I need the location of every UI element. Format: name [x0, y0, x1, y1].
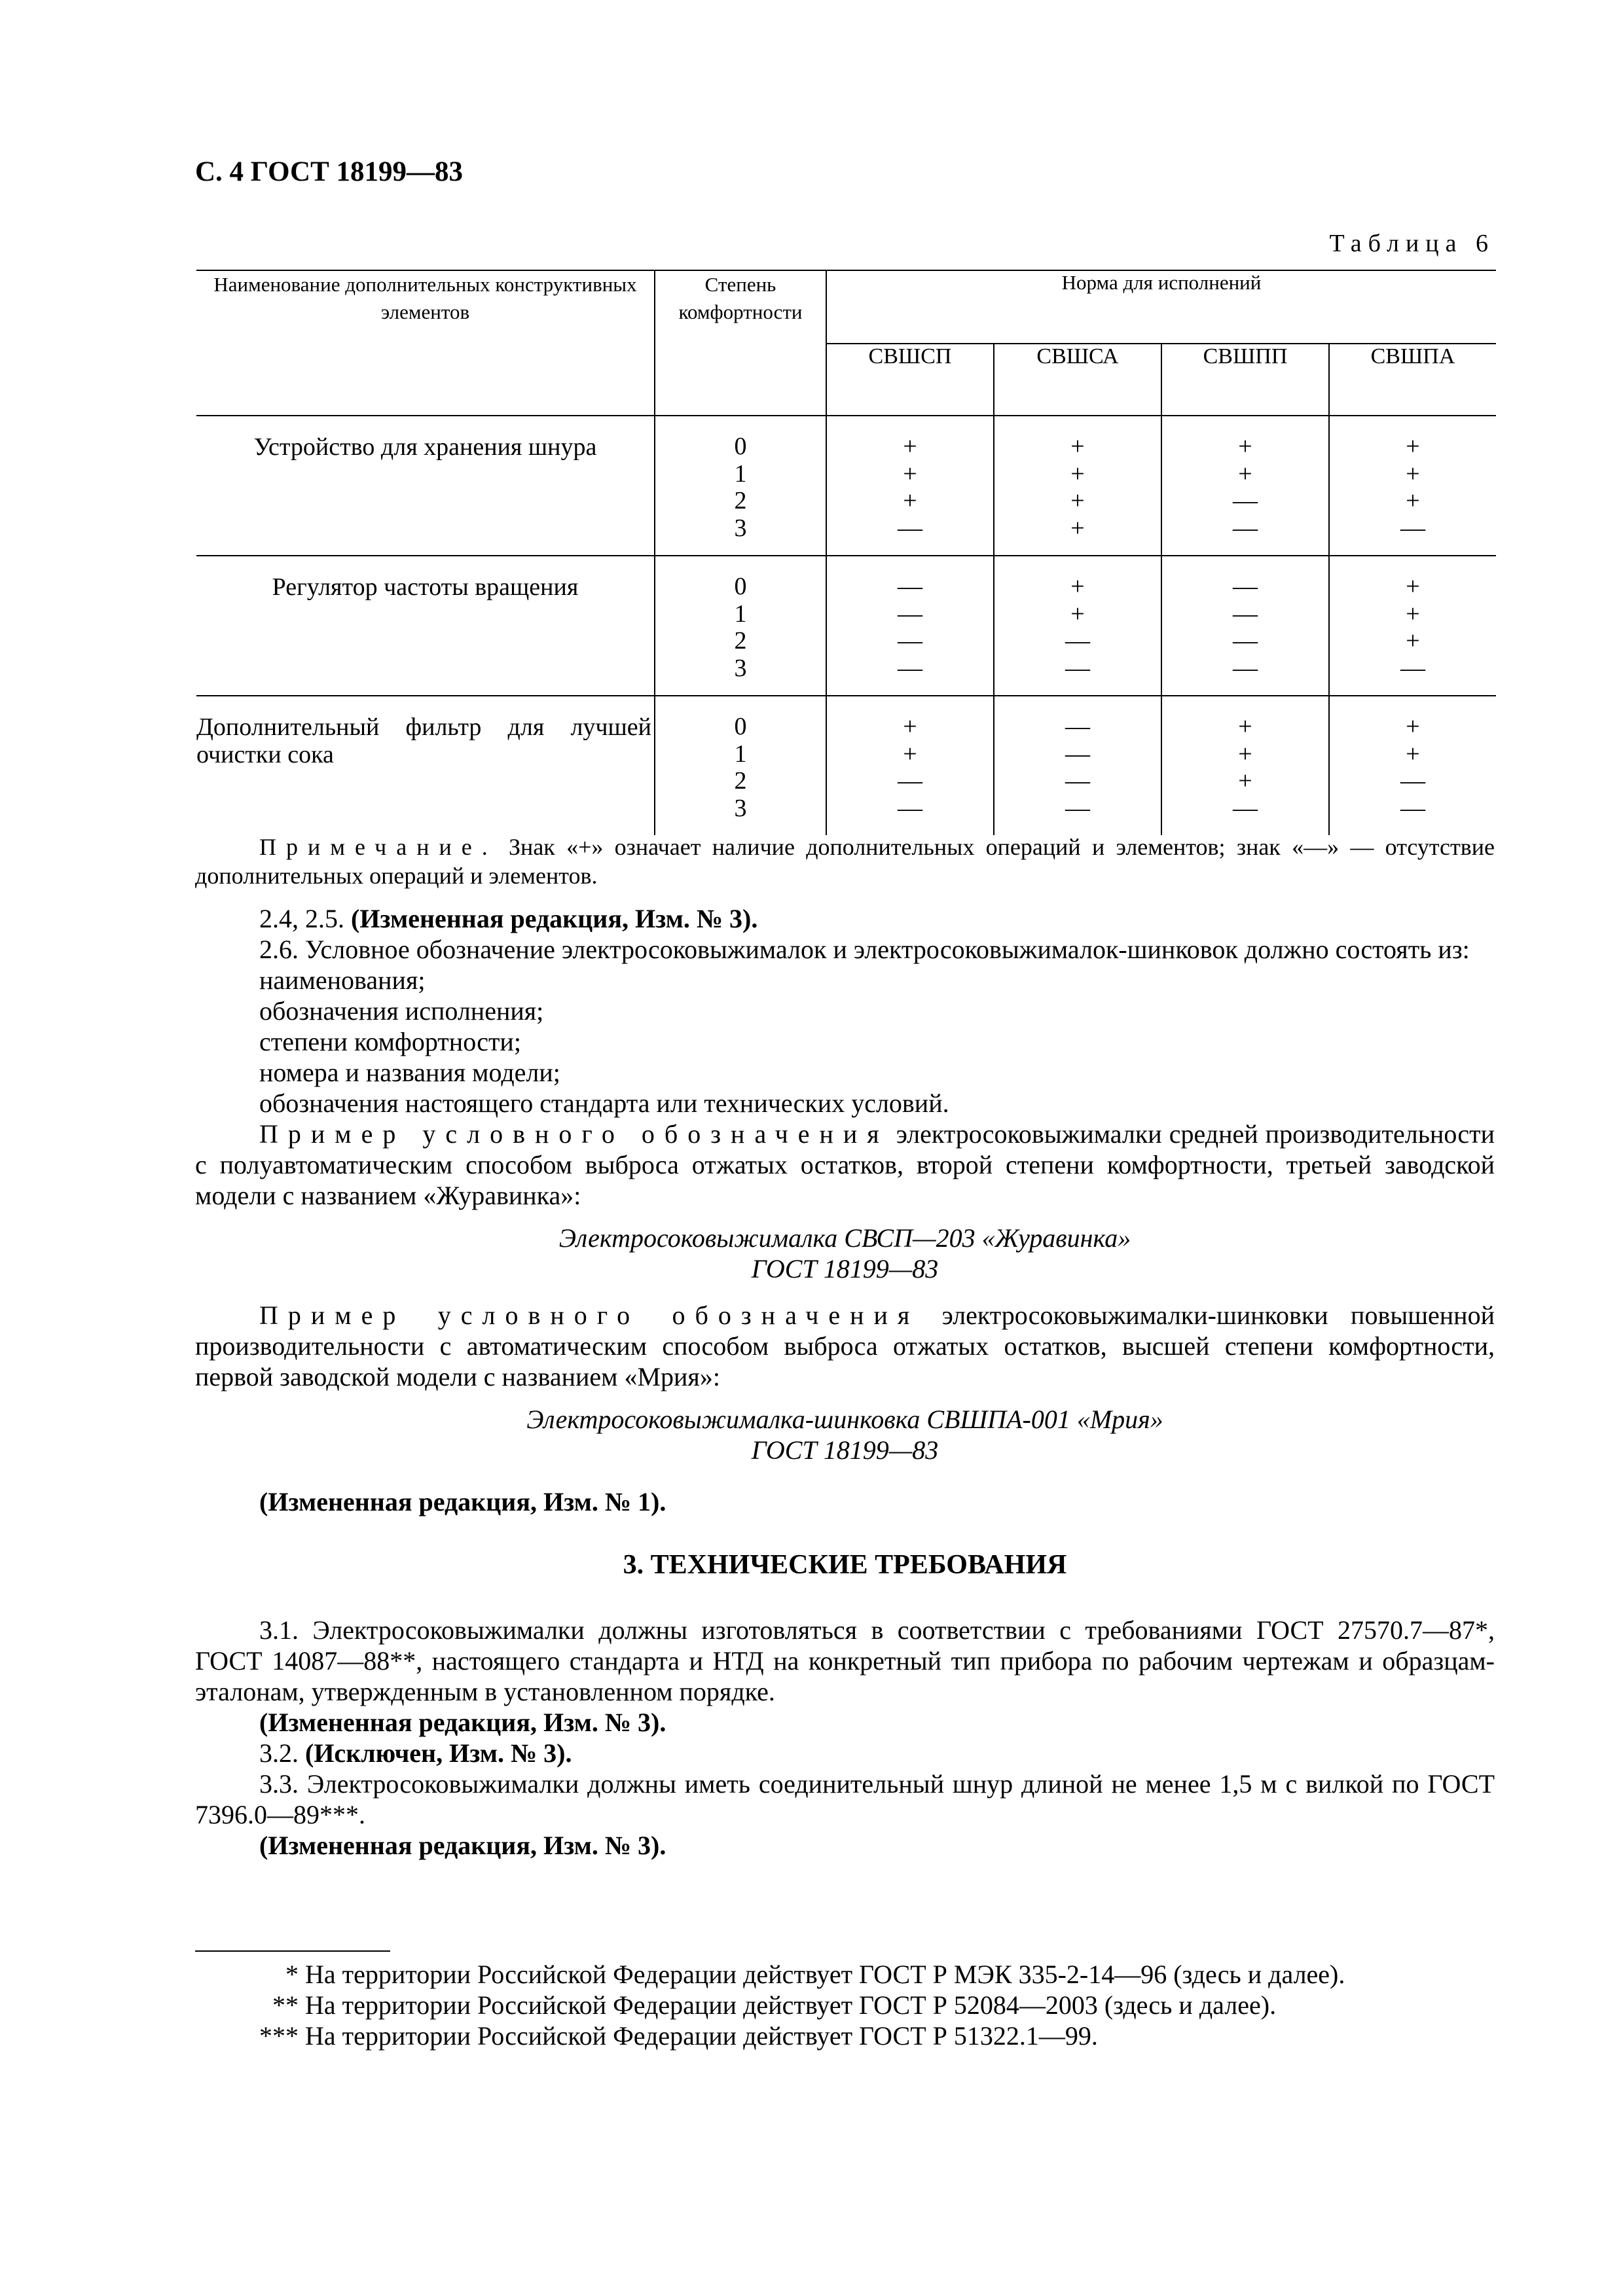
example-1-designation: Электросоковыжималка СВСП—203 «Журавинка»: [558, 1223, 1131, 1253]
table-row: [196, 416, 1496, 556]
value-cell: — — — —: [994, 696, 1161, 835]
value-cell: + + — —: [826, 696, 994, 835]
header-variant: СВШСП: [826, 344, 994, 416]
value-cell: + + + —: [1329, 556, 1496, 696]
header-variant: СВШПП: [1161, 344, 1329, 416]
value-cell: + + + —: [1161, 696, 1329, 835]
header-norm-col: Норма для исполнений: [826, 270, 1496, 344]
value-cell: + + — —: [994, 556, 1161, 696]
list-item: наименования;: [259, 965, 426, 995]
amendment-note: (Измененная редакция, Изм. № 1).: [259, 1487, 666, 1516]
paragraph-2-6: 2.6. Условное обозначение электросоковыжималок и электросоковыжималок-шинковок должно состоять из:: [259, 935, 1470, 964]
example-2-standard: ГОСТ 18199—83: [751, 1435, 939, 1465]
value-cell: — — — —: [1161, 556, 1329, 696]
table-6: [196, 270, 1496, 835]
header-variant: СВШПА: [1329, 344, 1496, 416]
table-caption: Таблица 6: [1329, 230, 1495, 257]
paragraph-2-4-2-5: 2.4, 2.5. (Измененная редакция, Изм. № 3).: [259, 904, 758, 933]
row-name: Регулятор частоты вращения: [196, 556, 655, 696]
degree-cell: 0 1 2 3: [655, 416, 826, 556]
row-name: Дополнительный фильтр для лучшей очистки сока: [196, 713, 651, 768]
value-cell: + + + —: [826, 416, 994, 556]
paragraph-3-2: 3.2. (Исключен, Изм. № 3).: [259, 1738, 572, 1768]
example-1: Пример условного обозначения электросоковыжималки средней производительности с полуавтоматическим способом выброса отжатых остатков, второй степени комфортности, третьей заводской модели с названием «Журавинка»:: [195, 1119, 1495, 1210]
header-variant: СВШСА: [994, 344, 1161, 416]
example-1-standard: ГОСТ 18199—83: [751, 1254, 939, 1283]
degree-cell: 0 1 2 3: [655, 696, 826, 835]
example-2-designation: Электросоковыжималка-шинковка СВШПА-001 «Мрия»: [526, 1405, 1163, 1434]
footnote: *** На территории Российской Федерации действует ГОСТ Р 51322.1—99.: [259, 2021, 1098, 2051]
page-header: С. 4 ГОСТ 18199—83: [195, 156, 464, 187]
degree-cell: 0 1 2 3: [655, 556, 826, 696]
list-item: обозначения исполнения;: [259, 996, 544, 1026]
row-name: Устройство для хранения шнура: [196, 416, 655, 556]
table-note: Примечание. Знак «+» означает наличие дополнительных операций и элементов; знак «—» — отсутствие дополнительных операций и элементов.: [195, 834, 1495, 889]
value-cell: + + + —: [1329, 416, 1496, 556]
value-cell: + + + +: [994, 416, 1161, 556]
paragraph-3-3: 3.3. Электросоковыжималки должны иметь соединительный шнур длиной не менее 1,5 м с вилкой по ГОСТ 7396.0—89***.: [195, 1769, 1495, 1829]
footnote-divider: [195, 1950, 390, 1952]
section-3-title: 3. ТЕХНИЧЕСКИЕ ТРЕБОВАНИЯ: [623, 1550, 1067, 1580]
header-degree-col: Степень комфортности: [655, 270, 826, 416]
table-row: [196, 556, 1496, 696]
table-row: [196, 696, 1496, 835]
footnotes: [195, 1959, 1495, 2051]
body-text: [195, 833, 1495, 1861]
footnote: * На территории Российской Федерации действует ГОСТ Р МЭК 335-2-14—96 (здесь и далее).: [285, 1960, 1345, 1989]
header-name-col: Наименование дополнительных конструктивных элементов: [196, 270, 655, 416]
list-item: обозначения настоящего стандарта или технических условий.: [259, 1088, 949, 1118]
footnote: ** На территории Российской Федерации действует ГОСТ Р 52084—2003 (здесь и далее).: [272, 1990, 1277, 2020]
paragraph-3-1: 3.1. Электросоковыжималки должны изготовляться в соответствии с требованиями ГОСТ 27570.7—87*, ГОСТ 14087—88**, настоящего стандарта и НТД на конкретный тип прибора по рабочим чертежам и образцам-эталонам, утвержденным в установленном порядке.: [195, 1615, 1495, 1706]
amendment-note: (Измененная редакция, Изм. № 3).: [259, 1831, 666, 1860]
list-item: номера и названия модели;: [259, 1058, 560, 1087]
value-cell: + + — —: [1329, 696, 1496, 835]
list-item: степени комфортности;: [259, 1027, 521, 1056]
example-2: Пример условного обозначения электросоковыжималки-шинковки повышенной производительности с автоматическим способом выброса отжатых остатков, высшей степени комфортности, первой заводской модели с названием «Мрия»:: [195, 1300, 1495, 1391]
amendment-note: (Измененная редакция, Изм. № 3).: [259, 1708, 666, 1737]
value-cell: — — — —: [826, 556, 994, 696]
value-cell: + + — —: [1161, 416, 1329, 556]
